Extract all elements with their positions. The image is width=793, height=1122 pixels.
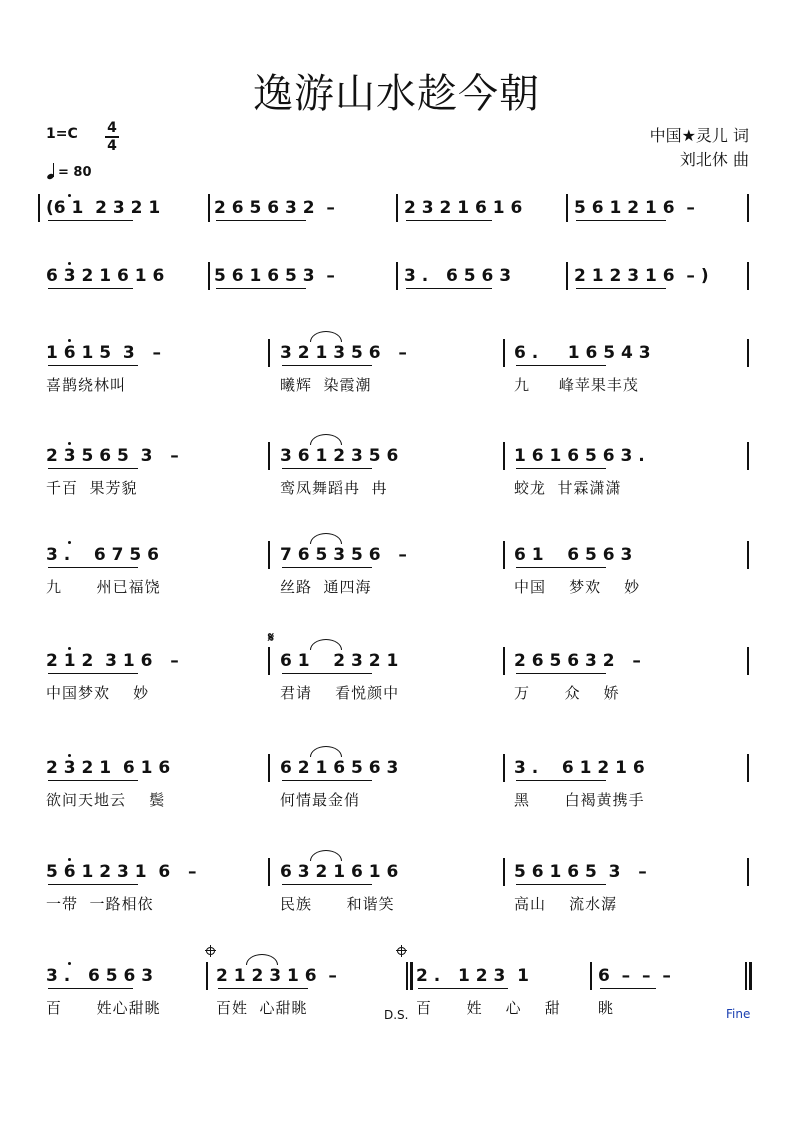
fine-mark: Fine [726, 1007, 751, 1021]
octave-dot [68, 442, 71, 445]
barline [503, 858, 505, 886]
beam-line [516, 884, 606, 885]
coda-icon [205, 945, 216, 956]
measure-notes: 5 6 1 2 3 1 6 – [46, 862, 197, 882]
barline [268, 754, 270, 782]
beam-line [282, 673, 372, 674]
meter-bottom: 4 [107, 137, 117, 154]
beam-line [48, 884, 138, 885]
barline [747, 262, 749, 290]
measure-notes: 2 1 2 3 1 6 – ) [574, 266, 709, 286]
lyric-line: 九 州已福饶 [46, 578, 161, 596]
beam-line [282, 365, 372, 366]
barline [747, 194, 749, 222]
measure-notes: (6 1 2 3 2 1 [46, 198, 161, 218]
barline [206, 962, 208, 990]
beam-line [418, 988, 508, 989]
beam-line [218, 988, 308, 989]
barline [566, 194, 568, 222]
beam-line [282, 567, 372, 568]
octave-dot [68, 194, 71, 197]
measure-notes: 3 . 6 5 6 3 [404, 266, 512, 286]
segno-icon: 𝄋 [268, 630, 275, 646]
octave-dot [68, 262, 71, 265]
barline [747, 754, 749, 782]
barline [590, 962, 592, 990]
lyric-line: 蛟龙 甘霖潇潇 [514, 479, 622, 497]
measure-notes: 2 3 5 6 5 3 – [46, 446, 179, 466]
barline [747, 442, 749, 470]
lyric-line: 一带 一路相依 [46, 895, 154, 913]
measure-notes: 3 6 1 2 3 5 6 [280, 446, 399, 466]
lyric-line: 高山 流水潺 [514, 895, 618, 913]
lyric-line: 中国梦欢 妙 [46, 684, 150, 702]
octave-dot [68, 754, 71, 757]
octave-dot [68, 541, 71, 544]
barline [566, 262, 568, 290]
page-title: 逸游山水趁今朝 [253, 71, 540, 117]
lyric-line: 九 峰苹果丰茂 [514, 376, 639, 394]
measure-notes: 2 3 2 1 6 1 6 [46, 758, 171, 778]
slur [246, 954, 278, 965]
barline [396, 262, 398, 290]
beam-line [48, 673, 138, 674]
lyric-line: 君请 看悦颜中 [280, 684, 400, 702]
double-barline [749, 962, 752, 990]
barline [747, 647, 749, 675]
lyric-line: 中国 梦欢 妙 [514, 578, 641, 596]
beam-line [576, 220, 666, 221]
beam-line [600, 988, 656, 989]
slur [310, 434, 342, 445]
measure-notes: 5 6 1 6 5 3 – [214, 266, 335, 286]
beam-line [406, 220, 492, 221]
barline [747, 339, 749, 367]
beam-line [48, 288, 133, 289]
meter-top: 4 [107, 120, 117, 136]
beam-line [282, 884, 372, 885]
beam-line [406, 288, 492, 289]
lyric-line: 万 众 娇 [514, 684, 620, 702]
lyric-line: 眺 [598, 999, 615, 1017]
barline [208, 262, 210, 290]
octave-dot [68, 647, 71, 650]
measure-notes: 3 . 6 7 5 6 [46, 545, 159, 565]
score-row [0, 966, 793, 1036]
lyric-line: 百姓 心甜眺 [216, 999, 308, 1017]
beam-line [516, 567, 606, 568]
key-signature: 1=C [46, 126, 78, 142]
lyric-line: 百 姓 心 甜 [416, 999, 561, 1017]
beam-line [48, 567, 138, 568]
score-row [0, 758, 793, 828]
beam-line [576, 288, 666, 289]
measure-notes: 6 3 2 1 6 1 6 [46, 266, 165, 286]
double-barline [410, 962, 413, 990]
barline [268, 442, 270, 470]
measure-notes: 3 . 6 5 6 3 [46, 966, 154, 986]
barline [208, 194, 210, 222]
ds-mark: D.S. [384, 1008, 409, 1022]
slur [310, 850, 342, 861]
beam-line [282, 780, 372, 781]
coda-icon [396, 945, 407, 956]
measure-notes: 6 3 2 1 6 1 6 [280, 862, 399, 882]
barline [406, 962, 408, 990]
lyric-line: 千百 果芳貌 [46, 479, 138, 497]
barline [268, 647, 270, 675]
lyric-line: 喜鹊绕林叫 [46, 376, 127, 394]
measure-notes: 6 2 1 6 5 6 3 [280, 758, 399, 778]
barline [503, 339, 505, 367]
measure-notes: 3 2 1 3 5 6 – [280, 343, 407, 363]
barline [503, 442, 505, 470]
measure-notes: 1 6 1 6 5 6 3 . [514, 446, 645, 466]
measure-notes: 1 6 1 5 3 – [46, 343, 161, 363]
measure-notes: 6 – – – [598, 966, 671, 986]
score-row [0, 446, 793, 516]
slur [310, 746, 342, 757]
barline [268, 339, 270, 367]
beam-line [48, 988, 133, 989]
lyric-line: 丝路 通四海 [280, 578, 372, 596]
lyric-line: 百 姓心甜眺 [46, 999, 161, 1017]
measure-notes: 5 6 1 2 1 6 – [574, 198, 695, 218]
barline [268, 541, 270, 569]
measure-notes: 3 . 6 1 2 1 6 [514, 758, 645, 778]
barline [268, 858, 270, 886]
barline [396, 194, 398, 222]
beam-line [48, 220, 133, 221]
lyric-line: 鸾凤舞蹈冉 冉 [280, 479, 388, 497]
measure-notes: 2 . 1 2 3 1 [416, 966, 529, 986]
lyric-line: 曦辉 染霞潮 [280, 376, 372, 394]
measure-notes: 5 6 1 6 5 3 – [514, 862, 647, 882]
slur [310, 533, 342, 544]
time-signature [104, 121, 120, 153]
beam-line [48, 468, 138, 469]
tempo-value: = 80 [58, 165, 92, 180]
measure-notes: 7 6 5 3 5 6 – [280, 545, 407, 565]
composer: 刘北休 曲 [679, 150, 749, 169]
lyric-line: 欲问天地云 鬓 [46, 791, 166, 809]
barline [747, 858, 749, 886]
score-row [0, 266, 793, 336]
beam-line [516, 780, 606, 781]
score-row [0, 862, 793, 932]
measure-notes: 6 . 1 6 5 4 3 [514, 343, 651, 363]
beam-line [516, 468, 606, 469]
lyric-line: 民族 和谐笑 [280, 895, 395, 913]
score-row [0, 198, 793, 268]
octave-dot [68, 339, 71, 342]
credits [650, 124, 749, 172]
quarter-note-icon [46, 163, 58, 179]
barline [503, 754, 505, 782]
tempo-mark [46, 163, 92, 180]
barline [38, 194, 40, 222]
beam-line [48, 365, 138, 366]
barline [747, 541, 749, 569]
beam-line [516, 365, 606, 366]
barline [745, 962, 747, 990]
lyric-line: 黑 白褐黄携手 [514, 791, 645, 809]
score-row [0, 545, 793, 615]
beam-line [282, 468, 372, 469]
measure-notes: 2 1 2 3 1 6 – [46, 651, 179, 671]
beam-line [216, 288, 306, 289]
measure-notes: 2 3 2 1 6 1 6 [404, 198, 523, 218]
lyricist: 中国★灵儿 词 [649, 126, 749, 145]
lyric-line: 何情最金俏 [280, 791, 361, 809]
measure-notes: 6 1 2 3 2 1 [280, 651, 399, 671]
beam-line [216, 220, 306, 221]
score-row [0, 343, 793, 413]
barline [503, 647, 505, 675]
score-row [0, 651, 793, 721]
measure-notes: 2 1 2 3 1 6 – [216, 966, 337, 986]
measure-notes: 2 6 5 6 3 2 – [514, 651, 641, 671]
beam-line [516, 673, 606, 674]
octave-dot [68, 962, 71, 965]
barline [503, 541, 505, 569]
measure-notes: 2 6 5 6 3 2 – [214, 198, 335, 218]
octave-dot [68, 858, 71, 861]
slur [310, 639, 342, 650]
measure-notes: 6 1 6 5 6 3 [514, 545, 633, 565]
beam-line [48, 780, 138, 781]
